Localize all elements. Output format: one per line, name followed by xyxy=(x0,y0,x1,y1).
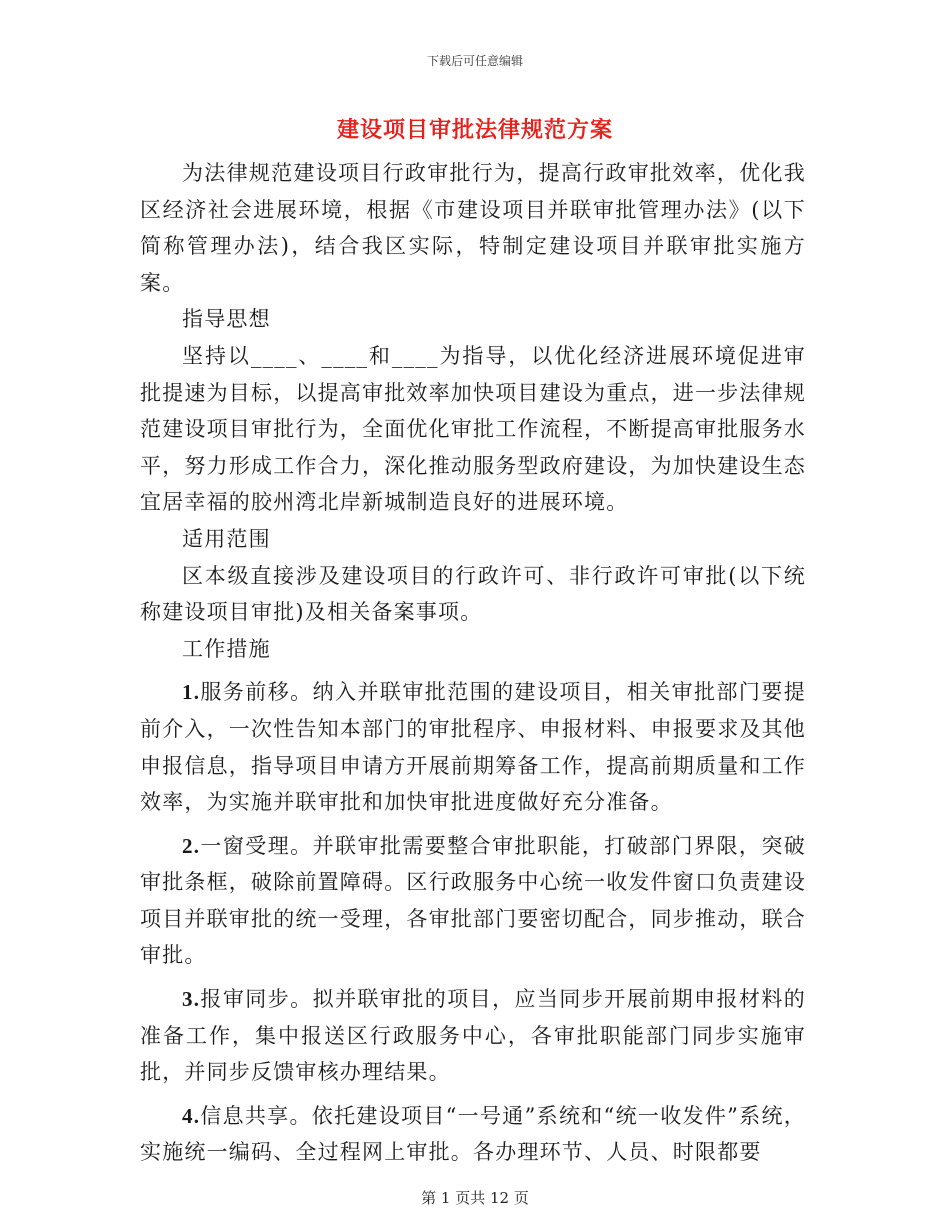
section-heading-measures: 工作措施 xyxy=(182,636,271,661)
measure-text: 报审同步。拟并联审批的项目，应当同步开展前期申报材料的准备工作，集中报送区行政服务中心，各审批职能部门同步实施审批，并同步反馈审核办理结果。 xyxy=(140,987,806,1085)
measure-number: 2. xyxy=(182,833,201,858)
section-heading-guiding: 指导思想 xyxy=(182,307,271,332)
document-body xyxy=(140,155,806,1171)
measure-paragraph-4 xyxy=(140,1098,806,1171)
document-title: 建设项目审批法律规范方案 xyxy=(336,117,613,143)
measure-number: 4. xyxy=(182,1103,201,1128)
header-note: 下载后可任意编辑 xyxy=(426,54,523,68)
measure-number: 3. xyxy=(182,987,201,1012)
guiding-paragraph: 坚持以____、____和____为指导，以优化经济进展环境促进审批提速为目标，以提高审批效率加快项目建设为重点，进一步法律规范建设项目审批行为，全面优化审批工作流程，不断提高审批服务水平，努力形成工作合力，深化推动服务型政府建设，为加快建设生态宜居幸福的胶州湾北岸新城制造良好的进展环境。 xyxy=(140,343,806,515)
measure-paragraph-2 xyxy=(140,828,806,974)
measure-text: 一窗受理。并联审批需要整合审批职能，打破部门界限，突破审批条框，破除前置障碍。区行政服务中心统一收发件窗口负责建设项目并联审批的统一受理，各审批部门要密切配合，同步推动，联合审批。 xyxy=(140,833,806,968)
measure-text: 信息共享。依托建设项目“一号通”系统和“统一收发件”系统，实施统一编码、全过程网上审批。各办理环节、人员、时限都要 xyxy=(140,1103,806,1165)
measure-text: 服务前移。纳入并联审批范围的建设项目，相关审批部门要提前介入，一次性告知本部门的审批程序、申报材料、申报要求及其他申报信息，指导项目申请方开展前期筹备工作，提高前期质量和工作效率，为实施并联审批和加快审批进度做好充分准备。 xyxy=(140,680,806,815)
section-heading-scope: 适用范围 xyxy=(182,526,271,551)
scope-paragraph: 区本级直接涉及建设项目的行政许可、非行政许可审批(以下统称建设项目审批)及相关备案事项。 xyxy=(140,563,806,625)
measure-paragraph-1 xyxy=(140,674,806,820)
intro-paragraph: 为法律规范建设项目行政审批行为，提高行政审批效率，优化我区经济社会进展环境，根据《市建设项目并联审批管理办法》(以下简称管理办法)，结合我区实际，特制定建设项目并联审批实施方案。 xyxy=(140,161,806,295)
measure-number: 1. xyxy=(182,680,201,705)
page-footer: 第 1 页共 12 页 xyxy=(421,1189,529,1207)
measure-paragraph-3 xyxy=(140,981,806,1091)
